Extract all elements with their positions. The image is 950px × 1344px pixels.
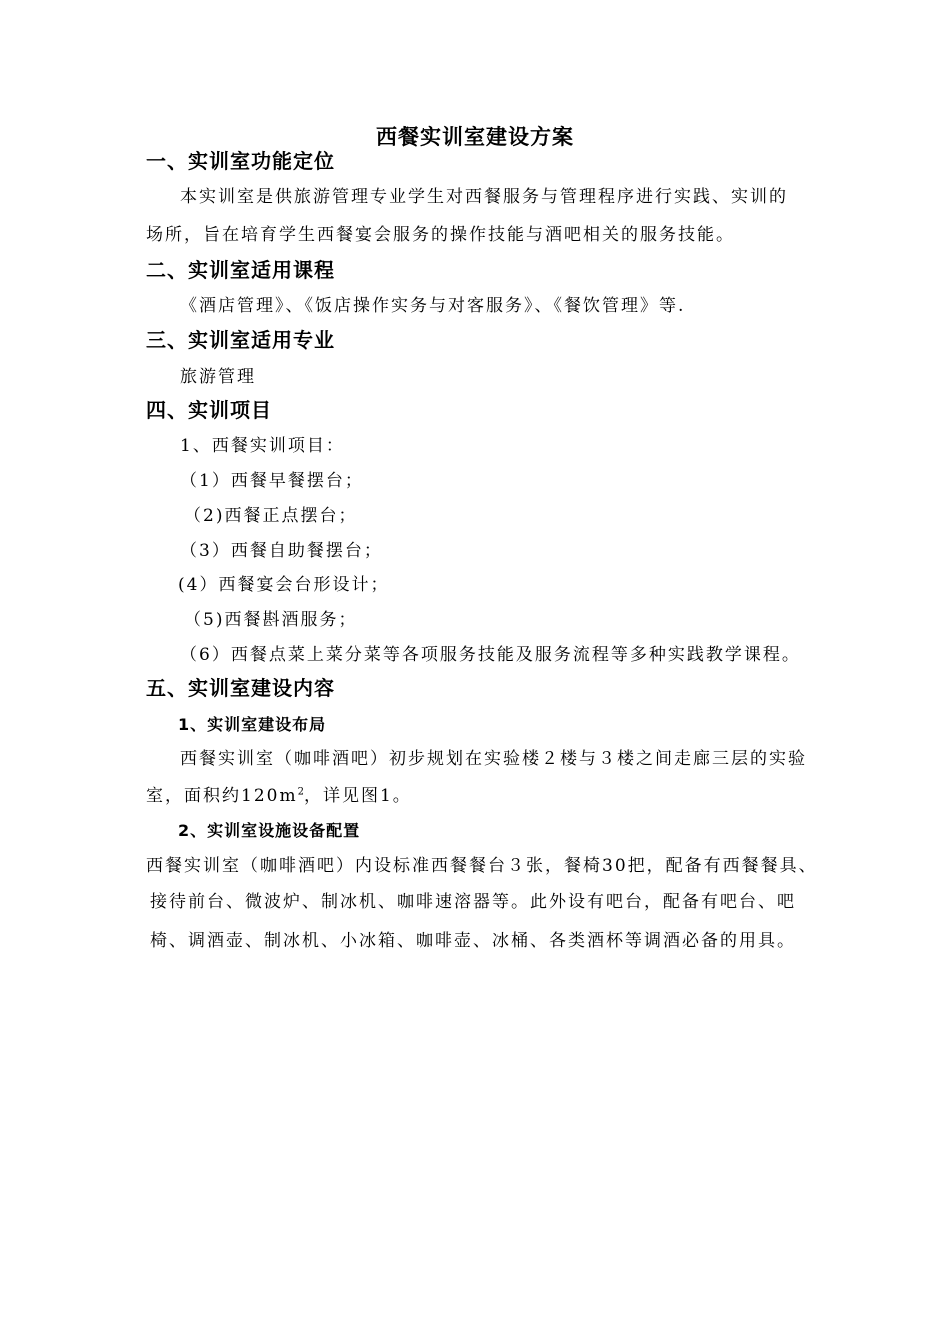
- list-item: (4）西餐宴会台形设计；: [178, 575, 390, 595]
- list-item: （1）西餐早餐摆台；: [180, 471, 364, 491]
- list-item: （2)西餐正点摆台；: [184, 506, 358, 526]
- subsection-2-heading: 2、实训室设施设备配置: [178, 821, 361, 840]
- section-3-major: 旅游管理: [180, 367, 256, 387]
- subsection-2-paragraph-line: 接待前台、微波炉、制冰机、咖啡速溶器等。此外设有吧台，配备有吧台、吧: [150, 892, 796, 912]
- section-1-heading: 一、实训室功能定位: [146, 149, 335, 173]
- subsection-1-paragraph-line: 西餐实训室（咖啡酒吧）初步规划在实验楼２楼与３楼之间走廊三层的实验: [180, 749, 807, 769]
- list-item: （3）西餐自助餐摆台；: [180, 541, 383, 561]
- section-2-courses: 《酒店管理》、《饭店操作实务与对客服务》、《餐饮管理》等.: [180, 296, 686, 316]
- subsection-1-paragraph-line-2: [146, 785, 412, 807]
- subsection-2-paragraph-line: 椅、调酒壶、制冰机、小冰箱、咖啡壶、冰桶、各类酒杯等调酒必备的用具。: [150, 931, 796, 951]
- section-1-paragraph-line: 场所，旨在培育学生西餐宴会服务的操作技能与酒吧相关的服务技能。: [146, 225, 735, 245]
- list-item: （6）西餐点菜上菜分菜等各项服务技能及服务流程等多种实践教学课程。: [180, 645, 801, 665]
- list-item: 1、西餐实训项目：: [180, 436, 345, 456]
- subsection-2-paragraph-line: 西餐实训室（咖啡酒吧）内设标准西餐餐台３张，餐椅30把，配备有西餐餐具、: [146, 856, 818, 876]
- section-4-heading: 四、实训项目: [146, 398, 272, 422]
- document-title: 西餐实训室建设方案: [376, 125, 574, 149]
- section-5-heading: 五、实训室建设内容: [146, 676, 335, 700]
- subsection-1-heading: 1、实训室建设布局: [178, 715, 327, 734]
- section-1-paragraph-line: 本实训室是供旅游管理专业学生对西餐服务与管理程序进行实践、实训的: [180, 187, 788, 207]
- figure-reference: ，详见图1。: [303, 786, 412, 806]
- section-2-heading: 二、实训室适用课程: [146, 258, 335, 282]
- list-item: （5)西餐斟酒服务；: [184, 610, 358, 630]
- area-text: 室，面积约120m: [146, 786, 298, 806]
- area-superscript: 2: [297, 786, 304, 798]
- section-3-heading: 三、实训室适用专业: [146, 328, 335, 352]
